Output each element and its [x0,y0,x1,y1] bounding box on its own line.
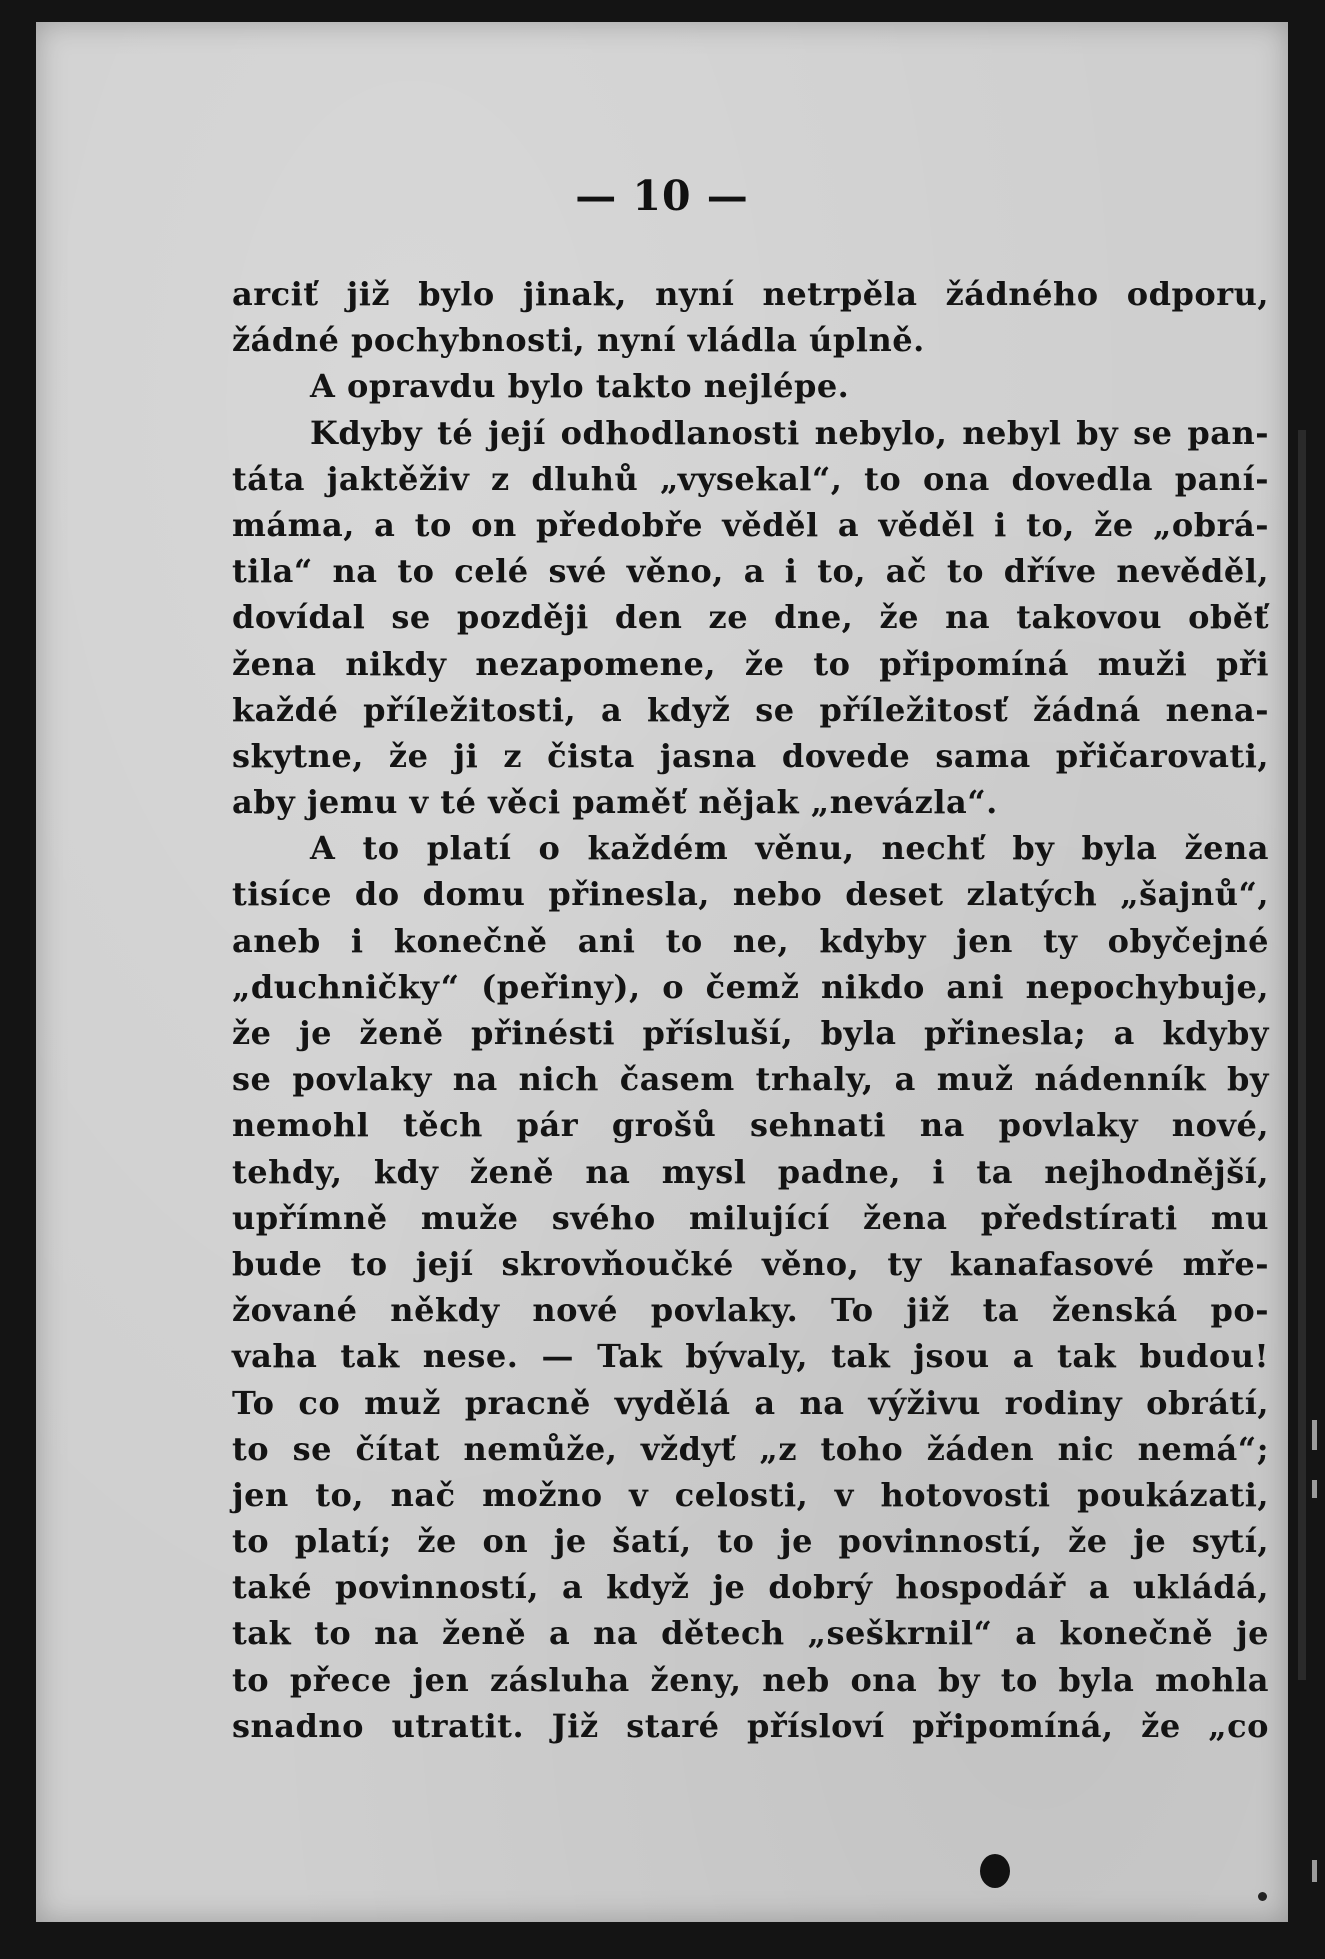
text-line: A opravdu bylo takto nejlépe. [310,367,850,406]
text-line: dovídal se později den ze dne, že na takovou oběť [232,598,1269,637]
edge-mark [1312,1860,1317,1882]
text-line: máma, a to on předobře věděl a věděl i to, že „obrá- [232,505,1269,544]
text-line: to se čítat nemůže, vždyť „z toho žáden nic nemá“; [232,1429,1269,1468]
text-line: bude to její skrovňoučké věno, ty kanafasové mře- [232,1244,1269,1283]
text-line: tisíce do domu přinesla, nebo deset zlatých „šajnů“, [232,875,1269,914]
text-line: žované někdy nové povlaky. To již ta ženská po- [232,1291,1269,1330]
body-text [232,271,1269,1749]
text-line: To co muž pracně vydělá a na výživu rodiny obrátí, [232,1383,1269,1422]
text-line: upřímně muže svého milující žena předstírati mu [232,1198,1269,1237]
text-line: jen to, nač možno v celosti, v hotovosti poukázati, [232,1475,1269,1514]
ink-smudge [980,1854,1010,1888]
text-line: to přece jen zásluha ženy, neb ona by to byla mohla [232,1660,1269,1699]
text-line: A to platí o každém věnu, nechť by byla žena [310,829,1269,868]
edge-mark [1312,1420,1317,1450]
text-line: skytne, že ji z čista jasna dovede sama přičarovati, [232,736,1269,775]
text-line: arciť již bylo jinak, nyní netrpěla žádného odporu, [232,275,1269,313]
edge-mark [1312,1480,1317,1498]
text-line: každé příležitosti, a když se příležitosť žádná nena- [232,690,1269,729]
text-line: také povinností, a když je dobrý hospodář a ukládá, [232,1568,1269,1607]
text-line: žádné pochybnosti, nyní vládla úplně. [232,321,925,360]
text-line: snadno utratit. Již staré přísloví připomíná, že „co [232,1706,1269,1745]
text-line: se povlaky na nich časem trhaly, a muž nádenník by [232,1060,1269,1099]
text-line: Kdyby té její odhodlanosti nebylo, nebyl by se pan- [310,413,1269,452]
text-line: táta jaktěživ z dluhů „vysekal“, to ona dovedla paní- [232,459,1269,498]
ink-dot [1258,1892,1267,1901]
text-line: žena nikdy nezapomene, že to připomíná muži při [232,644,1269,683]
text-line: „duchničky“ (peřiny), o čemž nikdo ani nepochybuje, [232,967,1269,1006]
text-line: tehdy, kdy ženě na mysl padne, i ta nejhodnější, [232,1152,1269,1191]
page-edge-shadow [1298,430,1306,1680]
text-line: vaha tak nese. — Tak bývaly, tak jsou a tak budou! [232,1337,1269,1376]
page-number: — 10 — [575,172,749,220]
text-line: tak to na ženě a na dětech „seškrnil“ a konečně je [232,1614,1269,1653]
text-line: tila“ na to celé své věno, a i to, ač to dříve nevěděl, [232,552,1269,591]
text-line: to platí; že on je šatí, to je povinností, že je sytí, [232,1522,1269,1561]
text-line: aneb i konečně ani to ne, kdyby jen ty obyčejné [232,921,1269,960]
text-line: nemohl těch pár grošů sehnati na povlaky nové, [232,1106,1269,1145]
text-line: aby jemu v té věci paměť nějak „nevázla“. [232,783,998,822]
book-page [36,22,1288,1922]
text-line: že je ženě přinésti přísluší, byla přinesla; a kdyby [232,1014,1269,1052]
